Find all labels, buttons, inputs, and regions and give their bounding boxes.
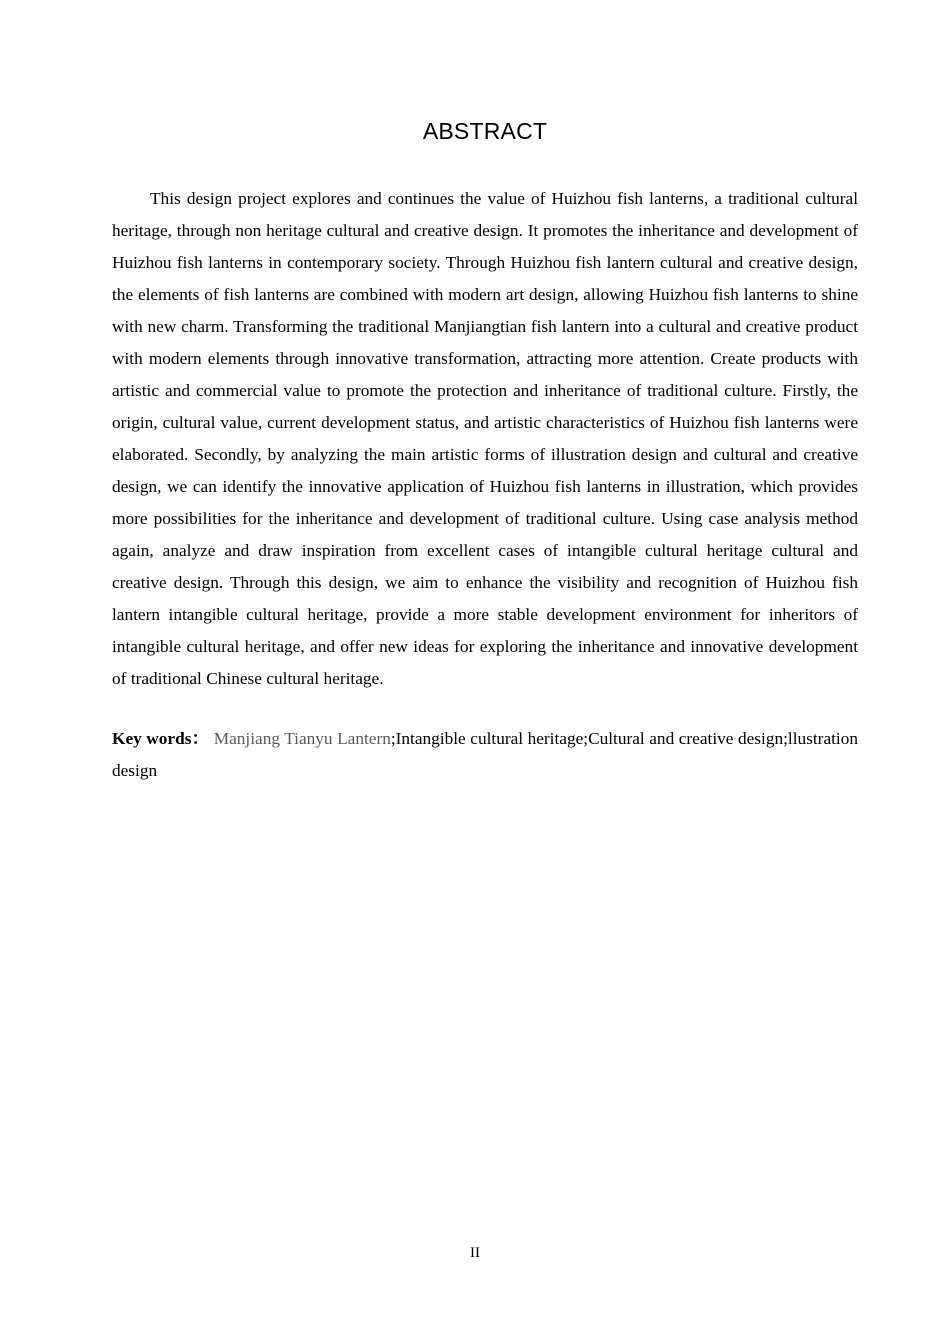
keywords-section [112, 695, 858, 787]
keywords-label: Key words： [112, 729, 210, 748]
page-title: ABSTRACT [422, 118, 548, 144]
keywords-highlighted-term: Manjiang Tianyu Lantern [213, 729, 391, 748]
page-content [112, 0, 858, 787]
abstract-paragraph: This design project explores and continues the value of Huizhou fish lanterns, a traditional cultural heritage, through non heritage cultural and creative design. It promotes the inheritance and development of Huizhou fish lanterns in contemporary society. Through Huizhou fish lantern cultural and creative design, the elements of fish lanterns are combined with modern art design, allowing Huizhou fish lanterns to shine with new charm. Transforming the traditional Manjiangtian fish lantern into a cultural and creative product with modern elements through innovative transformation, attracting more attention. Create products with artistic and commercial value to promote the protection and inheritance of traditional culture. Firstly, the origin, cultural value, current development status, and artistic characteristics of Huizhou fish lanterns were elaborated. Secondly, by analyzing the main artistic forms of illustration design and cultural and creative design, we can identify the innovative application of Huizhou fish lanterns in illustration, which provides more possibilities for the inheritance and development of traditional culture. Using case analysis method again, analyze and draw inspiration from excellent cases of intangible cultural heritage cultural and creative design. Through this design, we aim to enhance the visibility and recognition of Huizhou fish lantern intangible cultural heritage, provide a more stable development environment for inheritors of intangible cultural heritage, and offer new ideas for exploring the inheritance and innovative development of traditional Chinese cultural heritage. [112, 189, 858, 688]
footer-page-number: II [470, 1245, 480, 1261]
keywords-remaining-terms: ;Intangible cultural heritage;Cultural and creative design;llustration design [112, 729, 858, 780]
